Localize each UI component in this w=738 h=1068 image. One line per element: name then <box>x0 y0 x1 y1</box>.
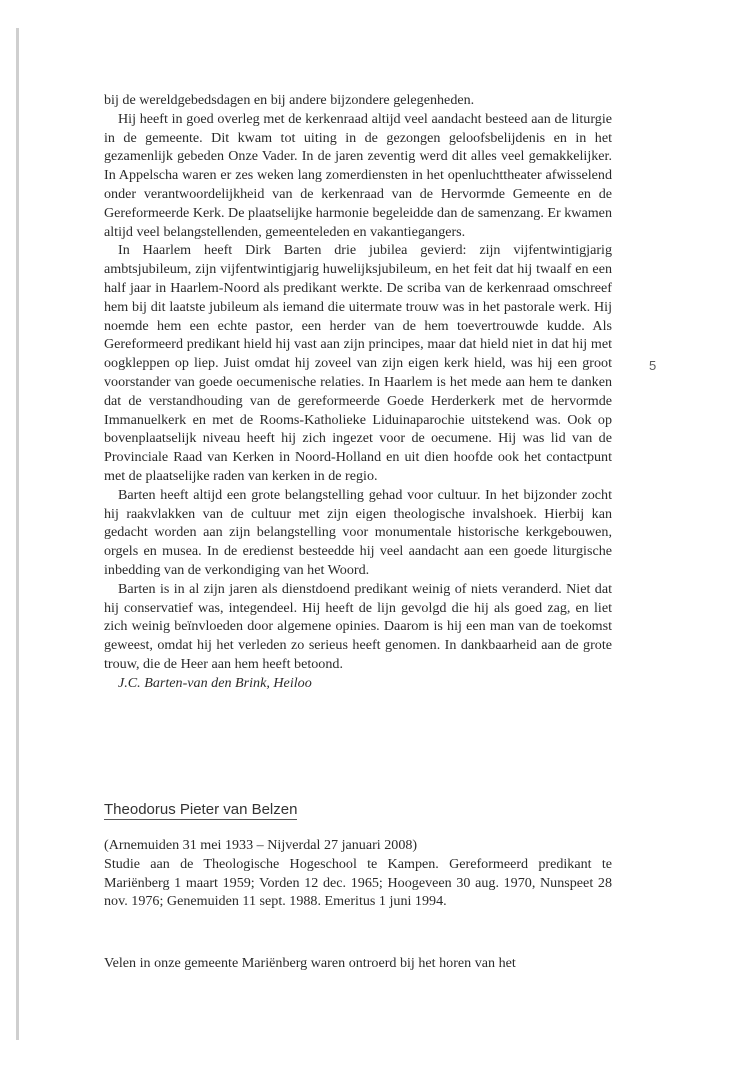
bio-dates: (Arnemuiden 31 mei 1933 – Nijverdal 27 januari 2008) <box>104 837 418 853</box>
paragraph: bij de wereldgebedsdagen en bij andere bijzondere gelegenheden. <box>104 92 475 108</box>
page-binding-edge <box>16 28 19 1040</box>
paragraph: Barten heeft altijd een grote belangstelling gehad voor cultuur. In het bijzonder zocht hij raakvlakken van de cultuur met zijn eigen theologische invalshoek. Hierbij kan gedacht worden aan zijn belangstelling voor monumentale historische kerkgebouwen, orgels en musea. In de eredienst besteedde hij veel aandacht aan een goede liturgische inbedding van de verkondiging van het Woord. <box>104 486 612 578</box>
closing-text: Velen in onze gemeente Mariënberg waren ontroerd bij het horen van het <box>104 955 516 971</box>
paragraph: In Haarlem heeft Dirk Barten drie jubilea gevierd: zijn vijfentwintigjarig ambtsjubileum, zijn vijfentwintigjarig huwelijksjubileum, en het feit dat hij twaalf en een half jaar in Haarlem-Noord als predikant werkte. De scriba van de kerkenraad omschreef hem bij dit laatste jubileum als iemand die uitermate trouw was in het pastorale werk. Hij noemde hem een echte pastor, een herder van de hem toevertrouwde kudde. Als Gereformeerd predikant hield hij vast aan zijn principes, maar dat hield niet in dat hij met oogkleppen op liep. Juist omdat hij zoveel van zijn eigen kerk hield, was hij een groot voorstander van goede oecumenische relaties. In Haarlem is het mede aan hem te danken dat de verstandhouding van de gereformeerde Goede Herderkerk met de hervormde Immanuelkerk en met de Rooms-Katholieke Liduinaparochie uitstekend was. Ook op bovenplaatselijk niveau heeft hij zich ingezet voor de oecumene. Hij was lid van de Provinciale Raad van Kerken in Noord-Holland en uit dien hoofde ook het contactpunt met de plaatselijke raden van kerken in de regio. <box>104 242 612 484</box>
author-signature: J.C. Barten-van den Brink, Heiloo <box>118 674 312 691</box>
paragraph: Hij heeft in goed overleg met de kerkenraad altijd veel aandacht besteed aan de liturgie in de gemeente. Dit kwam tot uiting in de gezongen geloofsbelijdenis en in het gezamenlijk gebeden Onze Vader. In de jaren zeventig werd dit alles veel gemakkelijker. In Appelscha waren er zes weken lang zomerdiensten in het openluchttheater afwisselend onder verantwoordelijkheid van de kerkenraad van de Hervormde Gemeente en de Gereformeerde Kerk. De plaatselijke harmonie begeleidde dan de samenzang. Er kwamen altijd veel belangstellenden, gemeenteleden en vakantiegangers. <box>104 110 612 240</box>
article-body <box>104 91 612 693</box>
section-heading: Theodorus Pieter van Belzen <box>104 801 298 818</box>
page-number: 5 <box>649 358 657 373</box>
paragraph: Barten is in al zijn jaren als dienstdoend predikant weinig of niets veranderd. Niet dat hij conservatief was, integendeel. Hij heeft de lijn gevolgd die hij als goed zag, en liet zich weinig beïnvloeden door algemene opinies. Daarom is hij een man van de toekomst geweest, omdat hij het verleden zo serieus heeft genomen. In dankbaarheid aan de grote trouw, die de Heer aan hem heeft betoond. <box>104 580 612 672</box>
biography-block <box>104 836 612 911</box>
closing-block <box>104 954 612 973</box>
bio-career: Studie aan de Theologische Hogeschool te Kampen. Gereformeerd predikant te Mariënberg 1 maart 1959; Vorden 12 dec. 1965; Hoogeveen 30 aug. 1970, Nunspeet 28 nov. 1976; Genemuiden 11 sept. 1988. Emeritus 1 juni 1994. <box>104 855 612 910</box>
